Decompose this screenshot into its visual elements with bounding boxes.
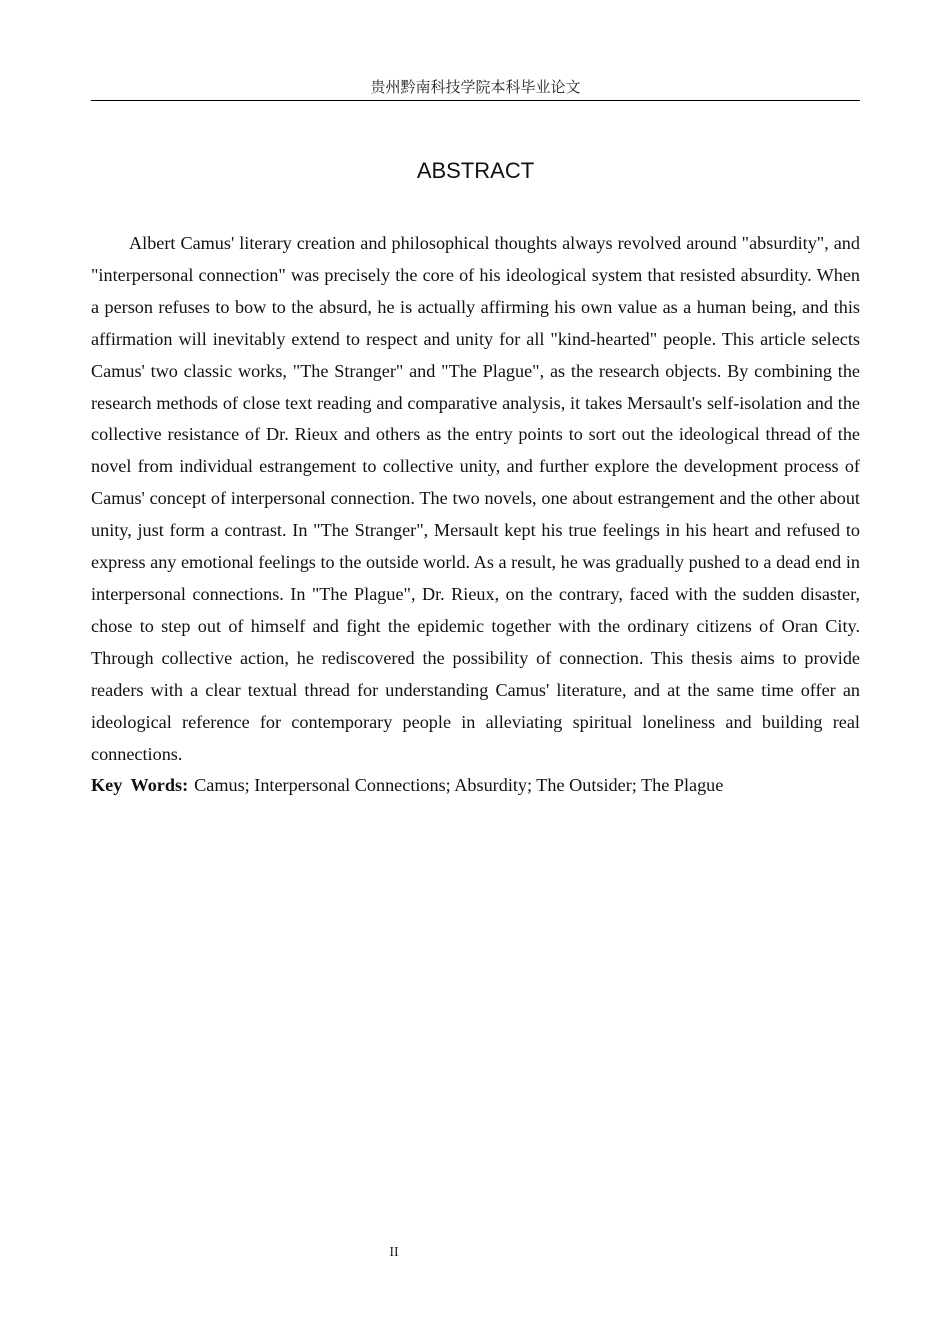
header-text: 贵州黔南科技学院本科毕业论文 — [370, 78, 581, 96]
abstract-body: Albert Camus' literary creation and philosophical thoughts always revolved around "absurdity", and "interpersonal connection" was precisely the core of his ideological system that resisted absurdity. When a person refuses to bow to the absurd, he is actually affirming his own value as a human being, and this affirmation will inevitably extend to respect and unity for all "kind-hearted" people. This article selects Camus' two classic works, "The Stranger" and "The Plague", as the research objects. By combining the research methods of close text reading and comparative analysis, it takes Mersault's self-isolation and the collective resistance of Dr. Rieux and others as the entry points to sort out the ideological thread of the novel from individual estrangement to collective unity, and further explore the development process of Camus' concept of interpersonal connection. The two novels, one about estrangement and the other about unity, just form a contrast. In "The Stranger", Mersault kept his true feelings in his heart and refused to express any emotional feelings to the outside world. As a result, he was gradually pushed to a dead end in interpersonal connections. In "The Plague", Dr. Rieux, on the contrary, faced with the sudden disaster, chose to step out of himself and fight the epidemic together with the ordinary citizens of Oran City. Through collective action, he rediscovered the possibility of connection. This thesis aims to provide readers with a clear textual thread for understanding Camus' literature, and at the same time offer an ideological reference for contemporary people in alleviating spiritual loneliness and building real connections. — [91, 233, 860, 764]
keywords-line — [91, 770, 860, 802]
page-header — [91, 76, 860, 101]
keywords-value: Camus; Interpersonal Connections; Absurdity; The Outsider; The Plague — [194, 775, 724, 795]
keywords-label: Key Words: — [91, 775, 189, 795]
abstract-title: ABSTRACT — [416, 158, 535, 183]
page-number: II — [389, 1245, 399, 1260]
